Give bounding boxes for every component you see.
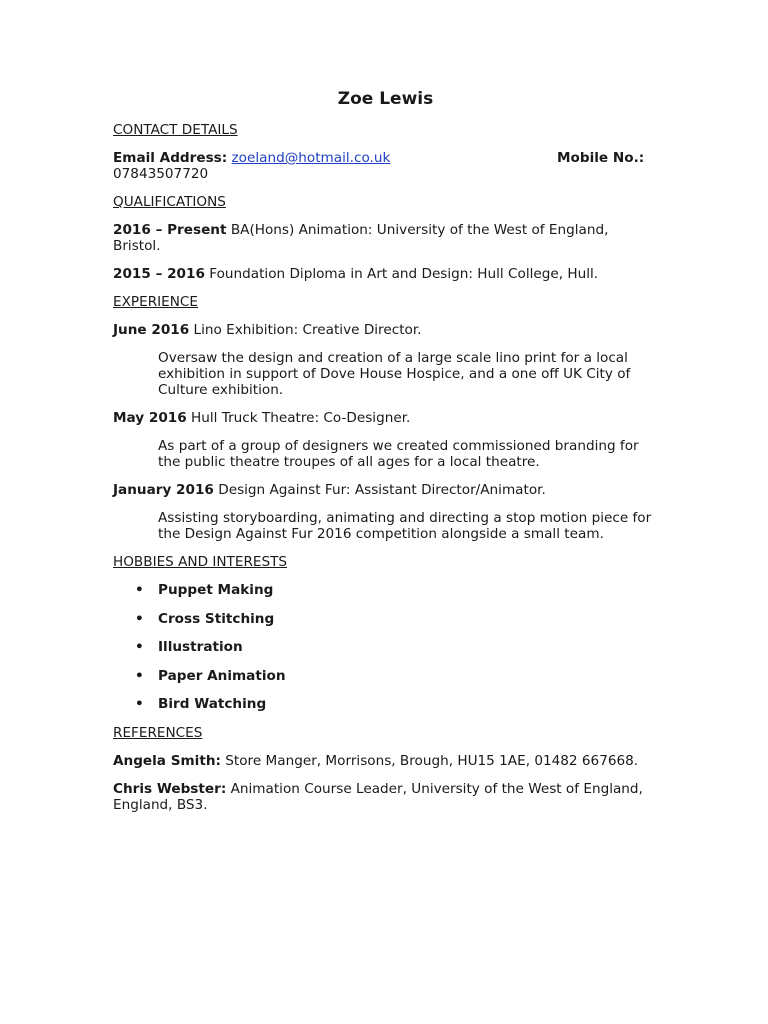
qualification-item (113, 266, 658, 282)
bullet-icon: • (135, 582, 144, 598)
qualification-period: 2016 – Present (113, 222, 227, 238)
experience-heading: EXPERIENCE (113, 294, 198, 310)
experience-date: January 2016 (113, 482, 214, 498)
qualification-text: BA(Hons) Animation: University of the West of England, Bristol. (113, 222, 609, 254)
experience-description: Oversaw the design and creation of a large scale lino print for a local exhibition in support of Dove House Hospice, and a one off UK City of Culture exhibition. (158, 350, 631, 398)
list-item (113, 696, 658, 712)
bullet-icon: • (135, 610, 144, 627)
list-item (113, 611, 658, 627)
hobbies-heading: HOBBIES AND INTERESTS (113, 554, 288, 570)
experience-description: As part of a group of designers we created commissioned branding for the public theatre troupes of all ages for a local theatre. (158, 438, 639, 470)
reference-item (113, 753, 658, 769)
experience-date: June 2016 (113, 322, 190, 338)
hobby-label: Paper Animation (158, 667, 286, 684)
reference-name: Angela Smith: (113, 752, 221, 769)
mobile-label: Mobile No.: (557, 150, 645, 166)
list-item (113, 582, 658, 598)
qualifications-heading: QUALIFICATIONS (113, 194, 226, 210)
experience-role: Design Against Fur: Assistant Director/Animator. (218, 482, 546, 498)
reference-details: Store Manger, Morrisons, Brough, HU15 1AE, 01482 667668. (225, 752, 639, 769)
cv-document (113, 88, 658, 825)
experience-role: Lino Exhibition: Creative Director. (193, 322, 422, 338)
bullet-icon: • (135, 696, 144, 712)
experience-item (113, 322, 658, 338)
references-heading: REFERENCES (113, 724, 203, 741)
contact-details-heading: CONTACT DETAILS (113, 122, 238, 138)
qualification-text: Foundation Diploma in Art and Design: Hull College, Hull. (209, 266, 599, 282)
email-link[interactable]: zoeland@hotmail.co.uk (231, 150, 391, 166)
hobby-label: Cross Stitching (158, 610, 275, 627)
reference-name: Chris Webster: (113, 780, 227, 797)
email-label: Email Address: (113, 150, 228, 166)
qualification-item (113, 222, 658, 254)
bullet-icon: • (135, 667, 144, 684)
experience-item (113, 410, 658, 426)
document-title: Zoe Lewis (337, 89, 434, 109)
hobby-label: Illustration (158, 639, 243, 655)
contact-details (113, 150, 658, 182)
hobbies-list (113, 582, 658, 712)
experience-role: Hull Truck Theatre: Co-Designer. (191, 410, 411, 426)
experience-item (113, 482, 658, 498)
list-item (113, 668, 658, 684)
mobile-number: 07843507720 (113, 166, 209, 182)
reference-item (113, 781, 658, 813)
experience-date: May 2016 (113, 410, 187, 426)
bullet-icon: • (135, 639, 144, 655)
experience-description: Assisting storyboarding, animating and directing a stop motion piece for the Design Against Fur 2016 competition alongside a small team. (158, 510, 652, 542)
reference-details: Animation Course Leader, University of the West of England, England, BS3. (113, 780, 643, 813)
hobby-label: Bird Watching (158, 696, 267, 712)
hobby-label: Puppet Making (158, 582, 274, 598)
qualification-period: 2015 – 2016 (113, 266, 205, 282)
list-item (113, 639, 658, 655)
